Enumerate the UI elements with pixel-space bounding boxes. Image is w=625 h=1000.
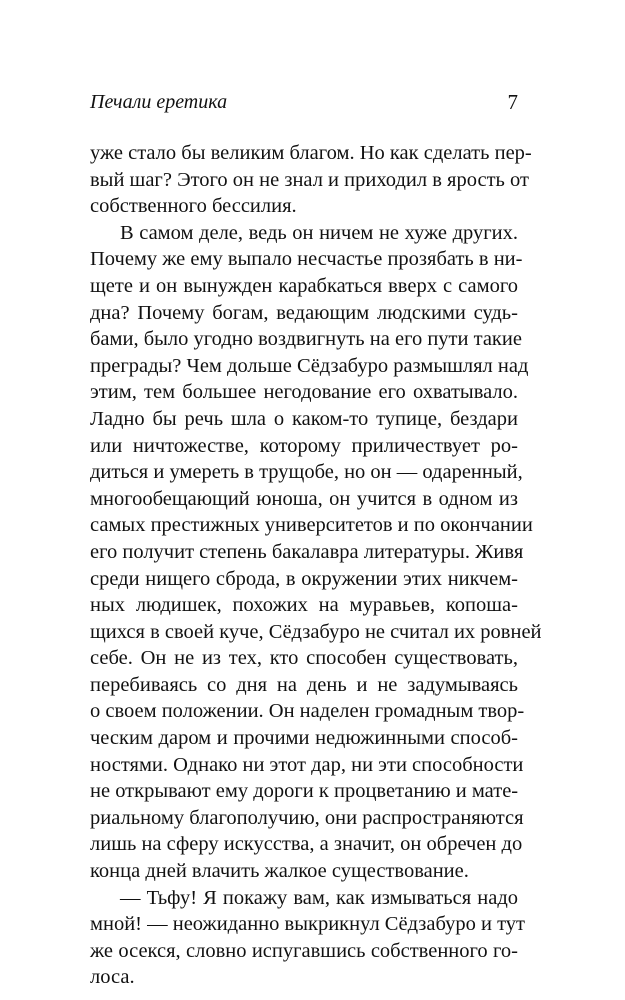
text-line: же осекся, словно испугавшись собственного го- (90, 939, 518, 962)
paragraph (90, 220, 542, 885)
text-line: преграды? Чем дольше Сёдзабуро размышлял над (90, 354, 529, 377)
text-line: ностями. Однако ни этот дар, ни эти способности (90, 753, 524, 776)
text-line: среди нищего сброда, в окружении этих никчем- (90, 567, 518, 590)
text-line: щихся в своей куче, Сёдзабуро не считал их ровней (90, 620, 542, 643)
text-line: уже стало бы великим благом. Но как сделать пер- (90, 142, 532, 164)
body-text (90, 140, 542, 991)
text-line: В самом деле, ведь он ничем не хуже других. (120, 221, 518, 244)
running-header (90, 88, 518, 118)
text-line: о своем положении. Он наделен громадным твор- (90, 700, 525, 723)
text-line: перебиваясь со дня на день и не задумываясь (90, 673, 518, 696)
text-line: — Тьфу! Я покажу вам, как измываться надо (120, 886, 518, 909)
text-line: риальному благополучию, они распространяются (90, 806, 524, 829)
text-line: этим, тем большее негодование его охватывало. (90, 381, 518, 404)
text-line: лишь на сферу искусства, а значит, он обречен до (90, 833, 523, 856)
paragraph (90, 885, 525, 991)
text-line: конца дней влачить жалкое существование. (90, 860, 469, 883)
text-line: его получит степень бакалавра литературы. Живя (90, 540, 524, 563)
running-title: Печали еретика (90, 91, 228, 113)
text-line: диться и умереть в трущобе, но он — одаренный, (90, 461, 523, 484)
text-line: ных людишек, похожих на муравьев, копоша- (90, 594, 518, 617)
text-line: бами, было угодно воздвигнуть на его пути такие (90, 328, 522, 351)
text-line: себе. Он не из тех, кто способен существовать, (90, 647, 518, 670)
text-line: или ничтожестве, которому приличествует ро- (90, 434, 518, 457)
text-line: лоса. (90, 966, 135, 989)
text-line: ческим даром и прочими недюжинными способ- (90, 727, 518, 750)
text-line: дна? Почему богам, ведающим людскими судь- (90, 301, 518, 324)
paragraph (90, 140, 532, 220)
text-line: самых престижных университетов и по окончании (90, 514, 533, 537)
text-line: Почему же ему выпало несчастье прозябать в ни- (90, 248, 523, 271)
text-line: вый шаг? Этого он не знал и приходил в ярость от (90, 168, 529, 191)
text-line: мной! — неожиданно выкрикнул Сёдзабуро и тут (90, 913, 525, 936)
text-line: собственного бессилия. (90, 195, 297, 218)
text-line: не открывают ему дороги к процветанию и мате- (90, 780, 519, 803)
text-line: многообещающий юноша, он учится в одном из (90, 487, 518, 510)
text-line: щете и он вынужден карабкаться вверх с самого (90, 274, 518, 297)
page-number: 7 (507, 90, 518, 114)
text-line: Ладно бы речь шла о каком-то тупице, бездари (90, 407, 518, 430)
